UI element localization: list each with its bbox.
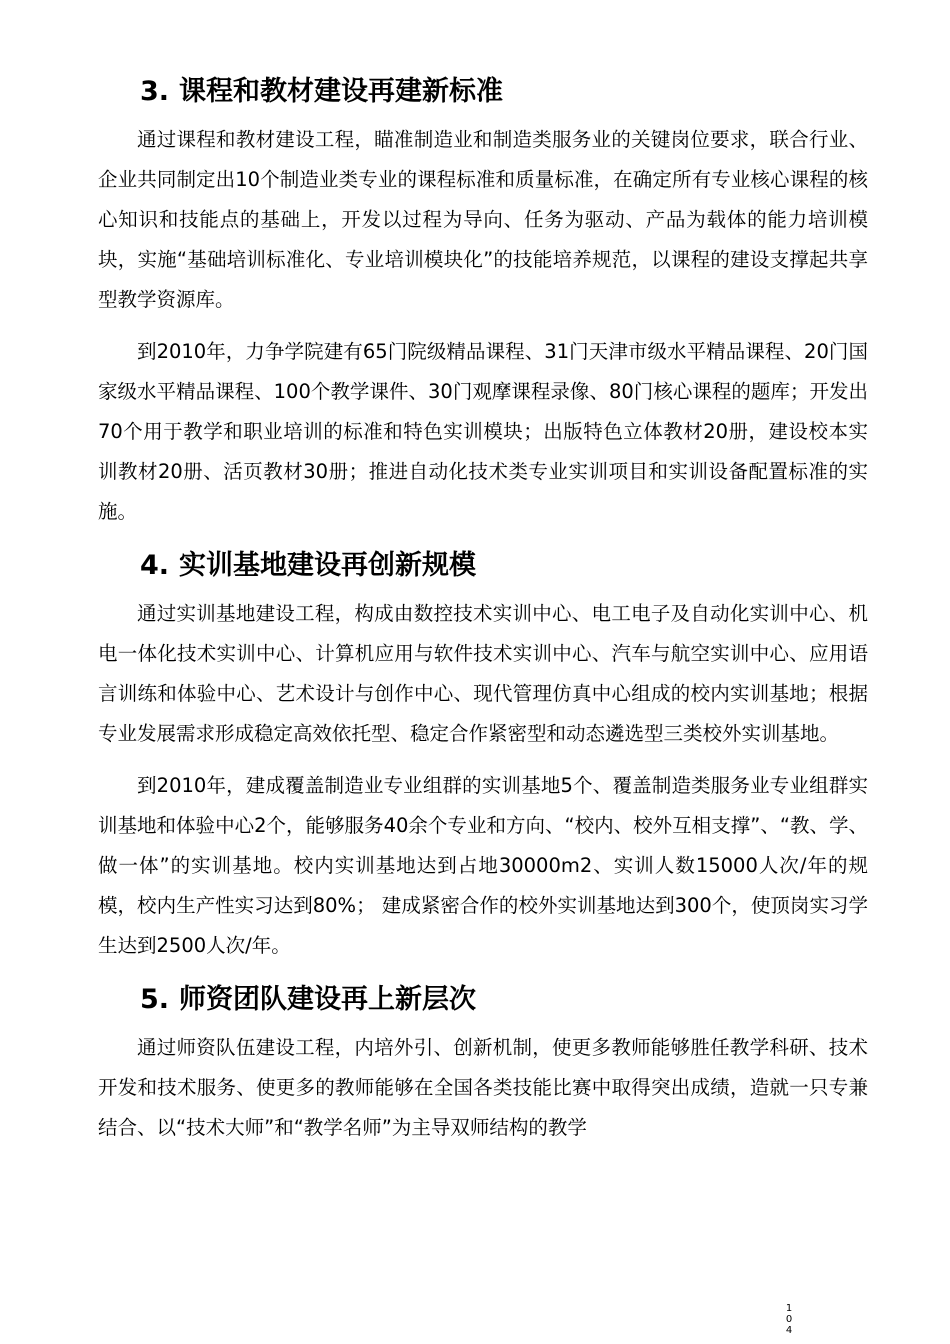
page-number: 104: [785, 1303, 793, 1336]
section-number: 4.: [140, 550, 170, 581]
section-title: 课程和教材建设再建新标准: [179, 76, 504, 107]
section-title: 师资团队建设再上新层次: [179, 984, 477, 1015]
section-heading: [98, 978, 868, 1022]
section-number: 3.: [140, 76, 170, 107]
paragraph: 通过师资队伍建设工程，内培外引、创新机制，使更多教师能够胜任教学科研、技术开发和技术服务、使更多的教师能够在全国各类技能比赛中取得突出成绩，造就一只专兼结合、以“技术大师”和“教学名师”为主导双师结构的教学: [98, 1036, 868, 1139]
section-heading: [98, 544, 868, 588]
section-title: 实训基地建设再创新规模: [179, 550, 477, 581]
paragraph: 通过课程和教材建设工程，瞄准制造业和制造类服务业的关键岗位要求，联合行业、企业共同制定出10个制造业类专业的课程标准和质量标准，在确定所有专业核心课程的核心知识和技能点的基础上，开发以过程为导向、任务为驱动、产品为载体的能力培训模块，实施“基础培训标准化、专业培训模块化”的技能培养规范，以课程的建设支撑起共享型教学资源库。: [98, 128, 868, 311]
document-body: [98, 70, 868, 1148]
section-number: 5.: [140, 984, 170, 1015]
section-heading: [98, 70, 868, 114]
paragraph: 到2010年，建成覆盖制造业专业组群的实训基地5个、覆盖制造类服务业专业组群实训基地和体验中心2个，能够服务40余个专业和方向、“校内、校外互相支撑”、“教、学、做一体”的实训基地。校内实训基地达到占地30000m2、实训人数15000人次/年的规模，校内生产性实习达到80%； 建成紧密合作的校外实训基地达到300个，使顶岗实习学生达到2500人次/年。: [98, 774, 868, 957]
paragraph: 到2010年，力争学院建有65门院级精品课程、31门天津市级水平精品课程、20门国家级水平精品课程、100个教学课件、30门观摩课程录像、80门核心课程的题库；开发出70个用于教学和职业培训的标准和特色实训模块；出版特色立体教材20册，建设校本实训教材20册、活页教材30册；推进自动化技术类专业实训项目和实训设备配置标准的实施。: [98, 340, 868, 523]
paragraph: 通过实训基地建设工程，构成由数控技术实训中心、电工电子及自动化实训中心、机电一体化技术实训中心、计算机应用与软件技术实训中心、汽车与航空实训中心、应用语言训练和体验中心、艺术设计与创作中心、现代管理仿真中心组成的校内实训基地；根据专业发展需求形成稳定高效依托型、稳定合作紧密型和动态遴选型三类校外实训基地。: [98, 602, 868, 745]
